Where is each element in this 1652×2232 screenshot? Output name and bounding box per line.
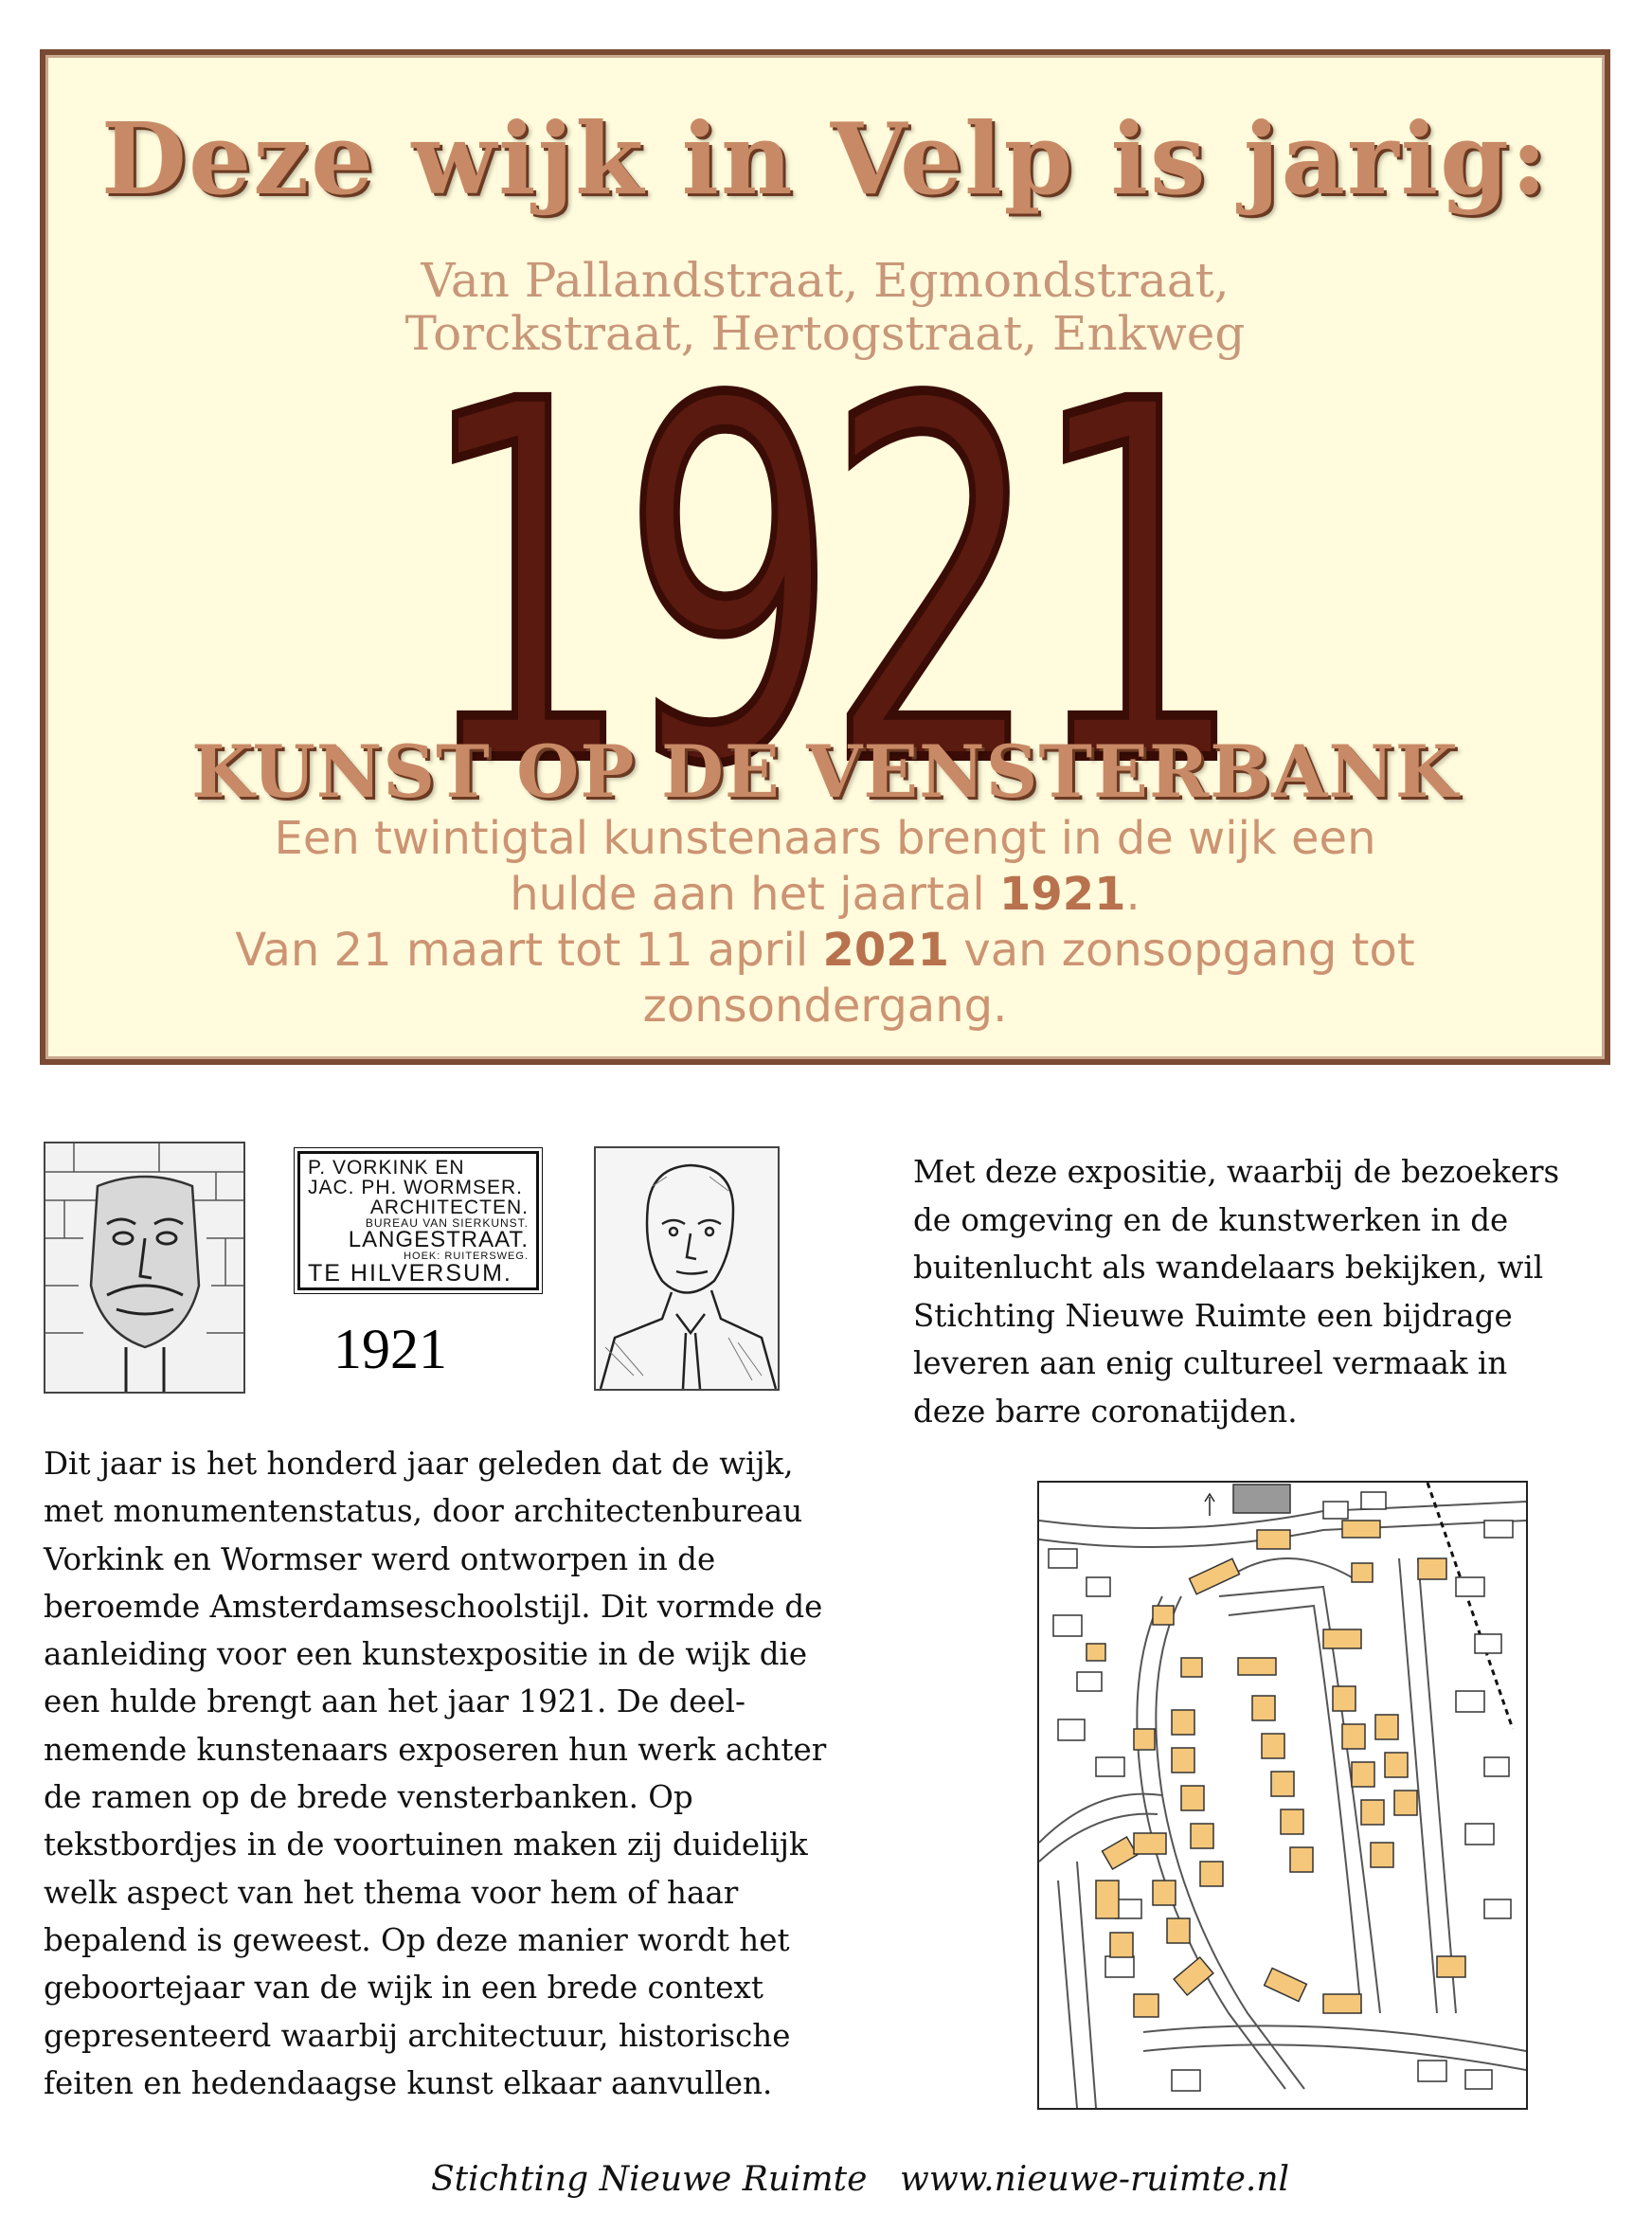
plaque-line: JAC. PH. WORMSER. bbox=[308, 1177, 524, 1198]
text-line: nemende kunstenaars exposeren hun werk achter bbox=[44, 1731, 827, 1768]
info-text: Van 21 maart tot 11 april bbox=[235, 924, 823, 977]
info-text: van zonsopgang tot bbox=[949, 924, 1415, 977]
text-line: Met deze expositie, waarbij de bezoekers bbox=[913, 1154, 1560, 1190]
architect-plaque bbox=[297, 1151, 539, 1290]
plaque-line: TE HILVERSUM. bbox=[308, 1260, 512, 1287]
neighbourhood-map bbox=[1037, 1481, 1528, 2110]
organization-name: Stichting Nieuwe Ruimte bbox=[431, 2160, 868, 2199]
plaque-line: HOEK: RUITERSWEG. bbox=[404, 1251, 529, 1262]
text-line: welk aspect van het thema voor hem of haar bbox=[44, 1874, 739, 1911]
architect-portrait-image bbox=[594, 1146, 780, 1391]
info-year: 2021 bbox=[822, 924, 950, 977]
text-line: deze barre coronatijden. bbox=[913, 1393, 1298, 1430]
street-line: Torckstraat, Hertogstraat, Enkweg bbox=[404, 306, 1246, 361]
info-line: Een twintigtal kunstenaars brengt in de wijk een bbox=[274, 812, 1376, 865]
plaque-line: P. VORKINK EN bbox=[308, 1157, 465, 1179]
text-line: buitenlucht als wandelaars bekijken, wil bbox=[913, 1250, 1544, 1286]
year-title bbox=[45, 339, 1605, 784]
portrait-sketch bbox=[596, 1148, 778, 1389]
plaque-line: BUREAU VAN SIERKUNST. bbox=[365, 1216, 529, 1230]
info-line bbox=[45, 923, 1605, 979]
intro-paragraph bbox=[913, 1148, 1595, 1435]
history-paragraph bbox=[44, 1440, 896, 2107]
info-text: . bbox=[1125, 868, 1140, 921]
street-line: Van Pallandstraat, Egmondstraat, bbox=[421, 253, 1230, 308]
text-line: beroemde Amsterdamseschoolstijl. Dit vormde de bbox=[44, 1588, 823, 1625]
text-line: Dit jaar is het honderd jaar geleden dat de wijk, bbox=[44, 1446, 794, 1482]
sculpture-face-sketch bbox=[45, 1143, 243, 1392]
info-line bbox=[45, 867, 1605, 923]
year-title-graphic bbox=[370, 339, 1280, 784]
sculpture-face-image bbox=[44, 1142, 245, 1394]
text-line: met monumentenstatus, door architectenbureau bbox=[44, 1493, 803, 1530]
plaque-line: ARCHITECTEN. bbox=[369, 1197, 529, 1218]
info-year: 1921 bbox=[998, 868, 1126, 921]
text-line: geboortejaar van de wijk in een brede context bbox=[44, 1970, 763, 2007]
info-line: zonsondergang. bbox=[642, 980, 1008, 1033]
header-poster bbox=[40, 49, 1610, 1065]
image-caption-year: 1921 bbox=[333, 1318, 447, 1380]
text-line: een hulde brengt aan het jaar 1921. De deel- bbox=[44, 1683, 745, 1720]
exhibition-title: KUNST OP DE VENSTERBANK bbox=[191, 729, 1459, 814]
text-line: bepalend is geweest. Op deze manier wordt het bbox=[44, 1921, 790, 1958]
text-line: de ramen op de brede vensterbanken. Op bbox=[44, 1779, 693, 1816]
map-graphic bbox=[1039, 1483, 1526, 2108]
exhibition-info bbox=[45, 811, 1605, 1035]
text-line: tekstbordjes in de voortuinen maken zij duidelijk bbox=[44, 1827, 808, 1863]
text-line: aanleiding voor een kunstexpositie in de wijk die bbox=[44, 1636, 808, 1673]
text-line: feiten en hedendaagse kunst elkaar aanvullen. bbox=[44, 2064, 773, 2101]
poster-headline: Deze wijk in Velp is jarig: bbox=[100, 100, 1550, 217]
website-link[interactable]: www.nieuwe-ruimte.nl bbox=[900, 2160, 1290, 2199]
info-text: hulde aan het jaartal bbox=[510, 868, 999, 921]
text-line: de omgeving en de kunstwerken in de bbox=[913, 1201, 1509, 1238]
plaque-line: LANGESTRAAT. bbox=[348, 1227, 529, 1252]
year-title-text: 1921 bbox=[418, 339, 1232, 784]
text-line: gepresenteerd waarbij architectuur, historische bbox=[44, 2017, 791, 2054]
text-line: leveren aan enig cultureel vermaak in bbox=[913, 1345, 1508, 1381]
text-line: Vorkink en Wormser werd ontworpen in de bbox=[44, 1540, 716, 1577]
text-line: Stichting Nieuwe Ruimte een bijdrage bbox=[913, 1297, 1513, 1334]
